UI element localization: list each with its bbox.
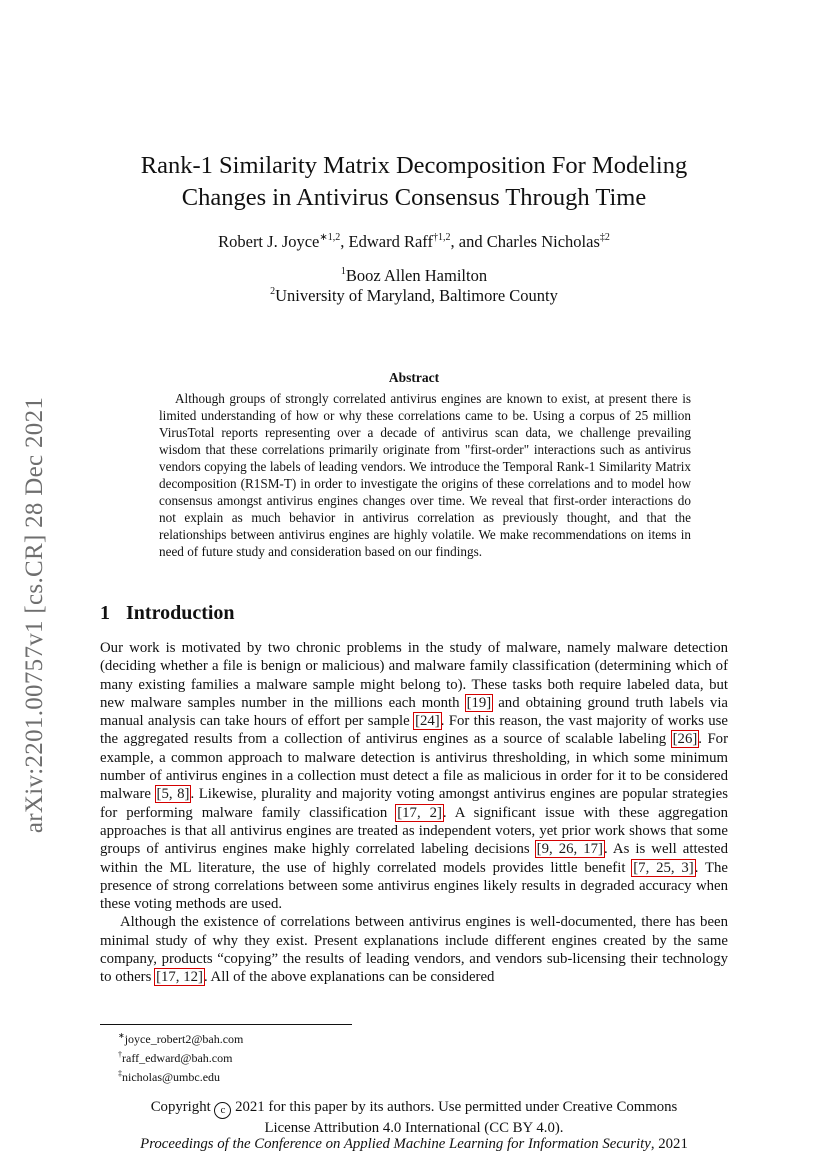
- citation-link[interactable]: [26]: [672, 731, 698, 748]
- copyright-text: 2021 for this paper by its authors. Use permitted under Creative Commons: [235, 1099, 678, 1115]
- text-run: and obtaining ground truth labels via manual analysis can take hours of effort per sample: [100, 694, 728, 730]
- paragraph: [100, 639, 728, 913]
- affiliation-mark: 1: [340, 266, 346, 277]
- citation-link[interactable]: [5, 8]: [156, 786, 190, 803]
- author-name: Robert J. Joyce: [218, 232, 320, 251]
- footnote-email: nicholas@umbc.edu: [122, 1070, 221, 1084]
- text-run: . All of the above explanations can be considered: [203, 969, 495, 986]
- affiliation-name: University of Maryland, Baltimore County: [275, 286, 558, 305]
- section-title: Introduction: [126, 602, 235, 624]
- author-mark: ∗1,2: [319, 232, 341, 243]
- arxiv-sidebar-stamp: [0, 360, 70, 870]
- citation-link[interactable]: [9, 26, 17]: [536, 841, 603, 858]
- copyright-icon: c: [214, 1102, 231, 1119]
- affiliation: [100, 266, 728, 286]
- proceedings-year: , 2021: [650, 1136, 688, 1152]
- copyright-line-2: License Attribution 4.0 International (CC BY 4.0).: [264, 1120, 564, 1136]
- footnote-email: joyce_robert2@bah.com: [124, 1032, 244, 1046]
- text-run: Although the existence of correlations between antivirus engines is well-documented, there has been minimal study of why they exist. Present explanations include different engines created by the same company, products “copying” the results of leading vendors, and vendors sub-licensing their technology to others: [100, 914, 728, 986]
- abstract-heading: Abstract: [388, 370, 440, 385]
- copyright-notice: [100, 1098, 728, 1138]
- citation-link[interactable]: [19]: [466, 694, 492, 711]
- author-list: [100, 232, 728, 252]
- citation-link[interactable]: [17, 12]: [156, 969, 203, 986]
- title-line-2: Changes in Antivirus Consensus Through Time: [181, 184, 647, 211]
- arxiv-identifier: arXiv:2201.00757v1 [cs.CR] 28 Dec 2021: [21, 396, 48, 834]
- section-heading: [100, 602, 235, 625]
- proceedings-line: [100, 1136, 728, 1153]
- footnote-mark: ∗: [118, 1031, 125, 1040]
- body-text: [100, 639, 728, 987]
- affiliation-mark: 2: [270, 286, 276, 297]
- text-run: . The presence of strong correlations between some antivirus engines likely results in degraded accuracy when these voting methods are used.: [100, 859, 728, 913]
- citation-link[interactable]: [7, 25, 3]: [633, 859, 694, 876]
- footnote: [118, 1047, 243, 1066]
- text-run: . A significant issue with these aggregation approaches is that all antivirus engines are treated as independent voters, yet prior work shows that some groups of antivirus engines make highly correlated labeling decisions: [100, 804, 728, 858]
- author-mark: ‡2: [599, 232, 610, 243]
- affiliation-name: Booz Allen Hamilton: [345, 266, 488, 285]
- footnote-email: raff_edward@bah.com: [122, 1051, 233, 1065]
- footnote-mark: †: [118, 1050, 122, 1059]
- footnotes: [118, 1028, 243, 1085]
- proceedings-venue: Proceedings of the Conference on Applied Machine Learning for Information Security: [140, 1136, 651, 1152]
- title-line-1: Rank-1 Similarity Matrix Decomposition For Modeling: [140, 152, 688, 179]
- abstract-text: Although groups of strongly correlated antivirus engines are known to exist, at present there is limited understanding of how or why these correlations came to be. Using a corpus of 25 million VirusTotal reports representing over a decade of antivirus scan data, we challenge prevailing wisdom that these correlations primarily originate from "first-order" interactions such as antivirus vendors copying the labels of leading vendors. We introduce the Temporal Rank-1 Similarity Matrix decomposition (R1SM-T) in order to investigate the origins of these correlations and to model how consensus amongst antivirus engines changes over time. We reveal that first-order interactions do not explain as much behavior in antivirus correlation as previously thought, and that the relationships between antivirus engines are highly volatile. We make recommendations on items in need of future study and consideration based on our findings.: [159, 391, 691, 559]
- copyright-line-1: [100, 1098, 728, 1119]
- author-name: , Edward Raff: [340, 232, 433, 251]
- footnote-mark: ‡: [118, 1069, 122, 1078]
- citation-link[interactable]: [17, 2]: [397, 804, 442, 821]
- footnote: [118, 1028, 243, 1047]
- text-run: . As is well attested within the ML literature, the use of highly correlated models provides little benefit: [100, 841, 728, 876]
- paragraph: [100, 913, 728, 986]
- citation-link[interactable]: [24]: [415, 713, 440, 730]
- section-number: 1: [100, 602, 110, 624]
- text-run: Our work is motivated by two chronic problems in the study of malware, namely malware detection (deciding whether a file is benign or malicious) and malware family classification (determining which of many existing families a malware sample might belong to). These tasks both require labeled data, but new malware samples number in the millions each month: [100, 640, 728, 711]
- author-name: , and Charles Nicholas: [450, 232, 600, 251]
- footnote: [118, 1066, 243, 1085]
- paper-title: [100, 150, 728, 214]
- affiliations: [100, 266, 728, 306]
- footnote-rule: [100, 1024, 352, 1025]
- author-mark: †1,2: [433, 232, 451, 243]
- text-run: . For this reason, the vast majority of works use the aggregated results from a collection of antivirus engines as a source of scalable labeling: [100, 713, 728, 748]
- text-run: . For example, a common approach to malware detection is antivirus thresholding, in which some minimum number of antivirus engines in a collection must detect a file as malicious in order for it to be considered malware: [100, 731, 728, 803]
- copyright-label: Copyright: [150, 1099, 211, 1115]
- text-run: . Likewise, plurality and majority voting amongst antivirus engines are popular strategies for performing malware family classification: [100, 786, 728, 821]
- affiliation: [100, 286, 728, 306]
